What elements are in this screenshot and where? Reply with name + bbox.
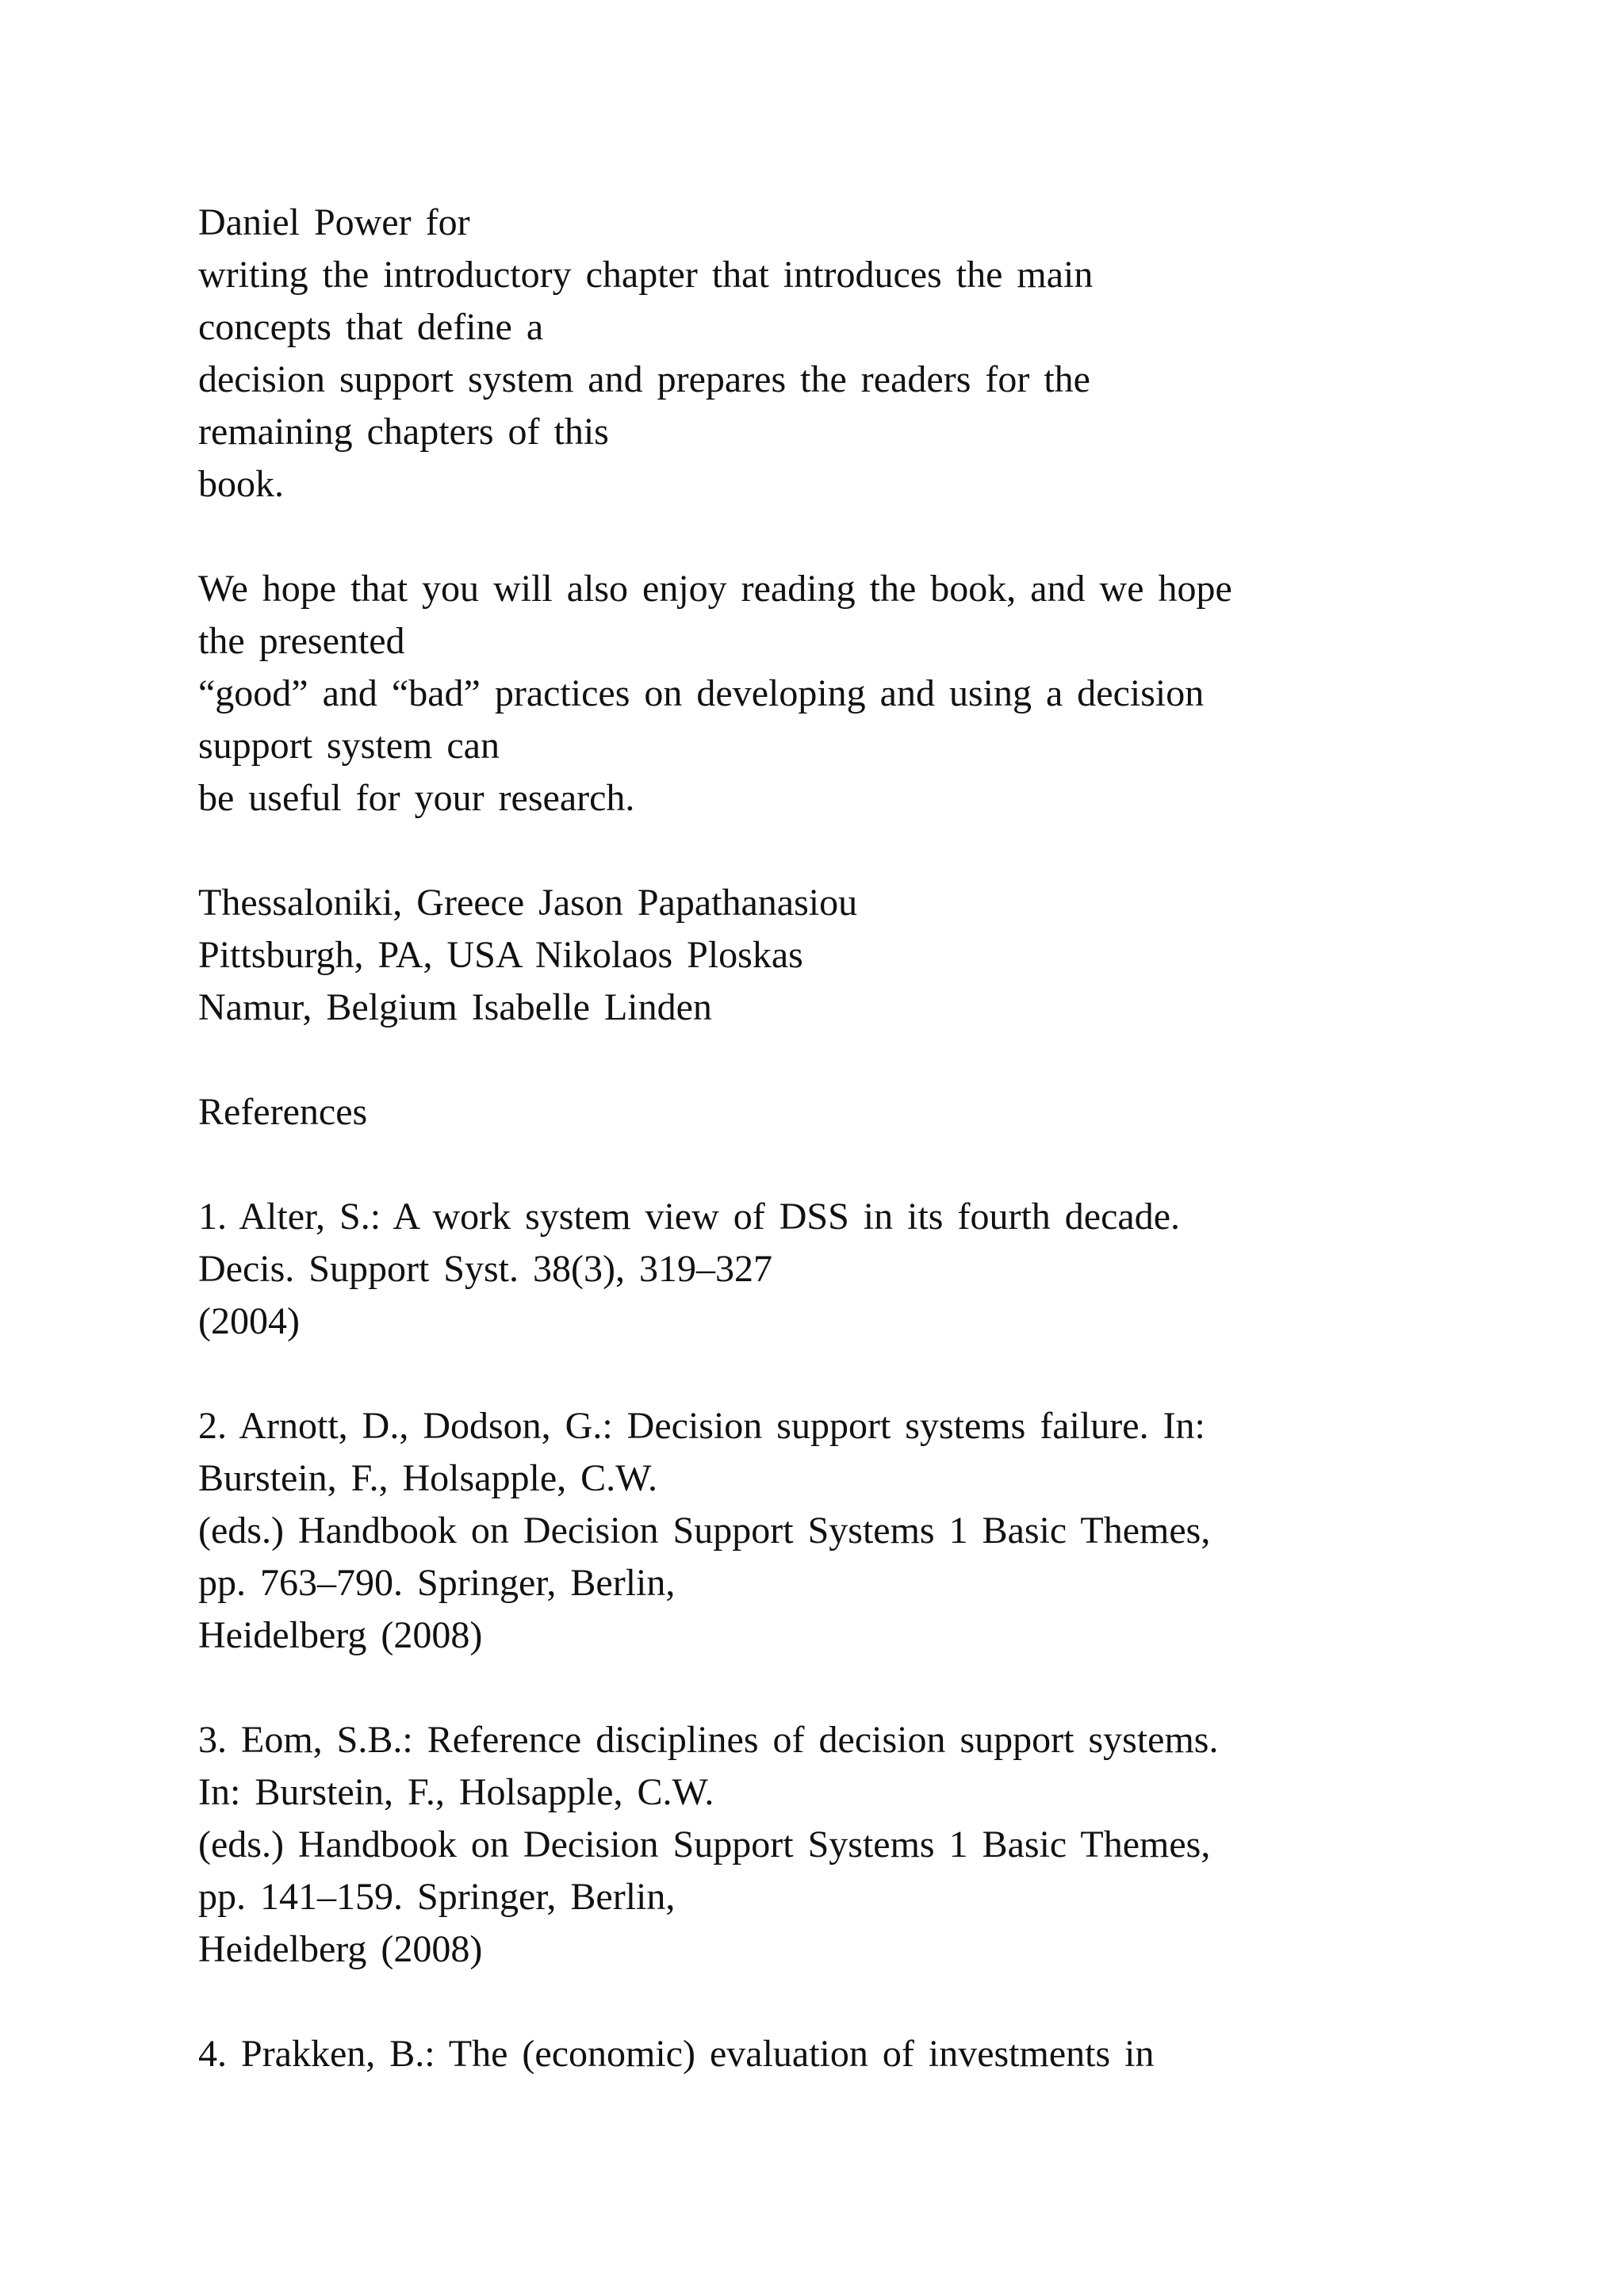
references-heading: [198, 1086, 1546, 1138]
acknowledgement-paragraph: [198, 197, 1546, 511]
text-line: be useful for your research.: [198, 777, 635, 819]
paragraph-gap: [198, 1976, 1546, 2028]
text-line: writing the introductory chapter that introduces the main: [198, 254, 1094, 296]
reference-item: [198, 1191, 1546, 1348]
text-line: support system can: [198, 725, 500, 767]
text-line: 1. Alter, S.: A work system view of DSS in its fourth decade.: [198, 1196, 1180, 1238]
signature-line: Pittsburgh, PA, USA Nikolaos Ploskas: [198, 934, 803, 976]
text-line: pp. 141–159. Springer, Berlin,: [198, 1876, 676, 1918]
text-line: book.: [198, 463, 284, 505]
paragraph-gap: [198, 1348, 1546, 1400]
document-page: [198, 197, 1546, 2080]
text-line: (eds.) Handbook on Decision Support Systems 1 Basic Themes,: [198, 1823, 1211, 1866]
signature-block: [198, 877, 1546, 1034]
signature-line: Thessaloniki, Greece Jason Papathanasiou: [198, 882, 858, 924]
text-line: (eds.) Handbook on Decision Support Systems 1 Basic Themes,: [198, 1510, 1211, 1552]
text-line: 2. Arnott, D., Dodson, G.: Decision support systems failure. In:: [198, 1405, 1205, 1447]
paragraph-gap: [198, 825, 1546, 877]
text-line: 4. Prakken, B.: The (economic) evaluation of investments in: [198, 2033, 1155, 2075]
text-line: concepts that define a: [198, 306, 544, 348]
text-line: the presented: [198, 620, 405, 662]
text-line: remaining chapters of this: [198, 411, 609, 453]
reference-item: [198, 1400, 1546, 1662]
text-line: Decis. Support Syst. 38(3), 319–327: [198, 1248, 772, 1290]
text-line: decision support system and prepares the readers for the: [198, 358, 1090, 400]
text-line: Heidelberg (2008): [198, 1928, 483, 1970]
text-line: In: Burstein, F., Holsapple, C.W.: [198, 1771, 714, 1813]
paragraph-gap: [198, 1662, 1546, 1714]
paragraph-gap: [198, 1034, 1546, 1086]
text-line: Daniel Power for: [198, 201, 470, 243]
heading-text: References: [198, 1091, 368, 1133]
text-line: (2004): [198, 1300, 300, 1342]
closing-paragraph: [198, 563, 1546, 825]
text-line: Heidelberg (2008): [198, 1614, 483, 1656]
signature-line: Namur, Belgium Isabelle Linden: [198, 986, 712, 1028]
reference-item: [198, 2028, 1546, 2080]
reference-item: [198, 1714, 1546, 1976]
text-line: Burstein, F., Holsapple, C.W.: [198, 1457, 658, 1499]
text-line: 3. Eom, S.B.: Reference disciplines of decision support systems.: [198, 1719, 1219, 1761]
text-line: We hope that you will also enjoy reading the book, and we hope: [198, 568, 1232, 610]
text-line: pp. 763–790. Springer, Berlin,: [198, 1562, 676, 1604]
text-line: “good” and “bad” practices on developing and using a decision: [198, 672, 1205, 714]
paragraph-gap: [198, 1138, 1546, 1191]
paragraph-gap: [198, 511, 1546, 563]
